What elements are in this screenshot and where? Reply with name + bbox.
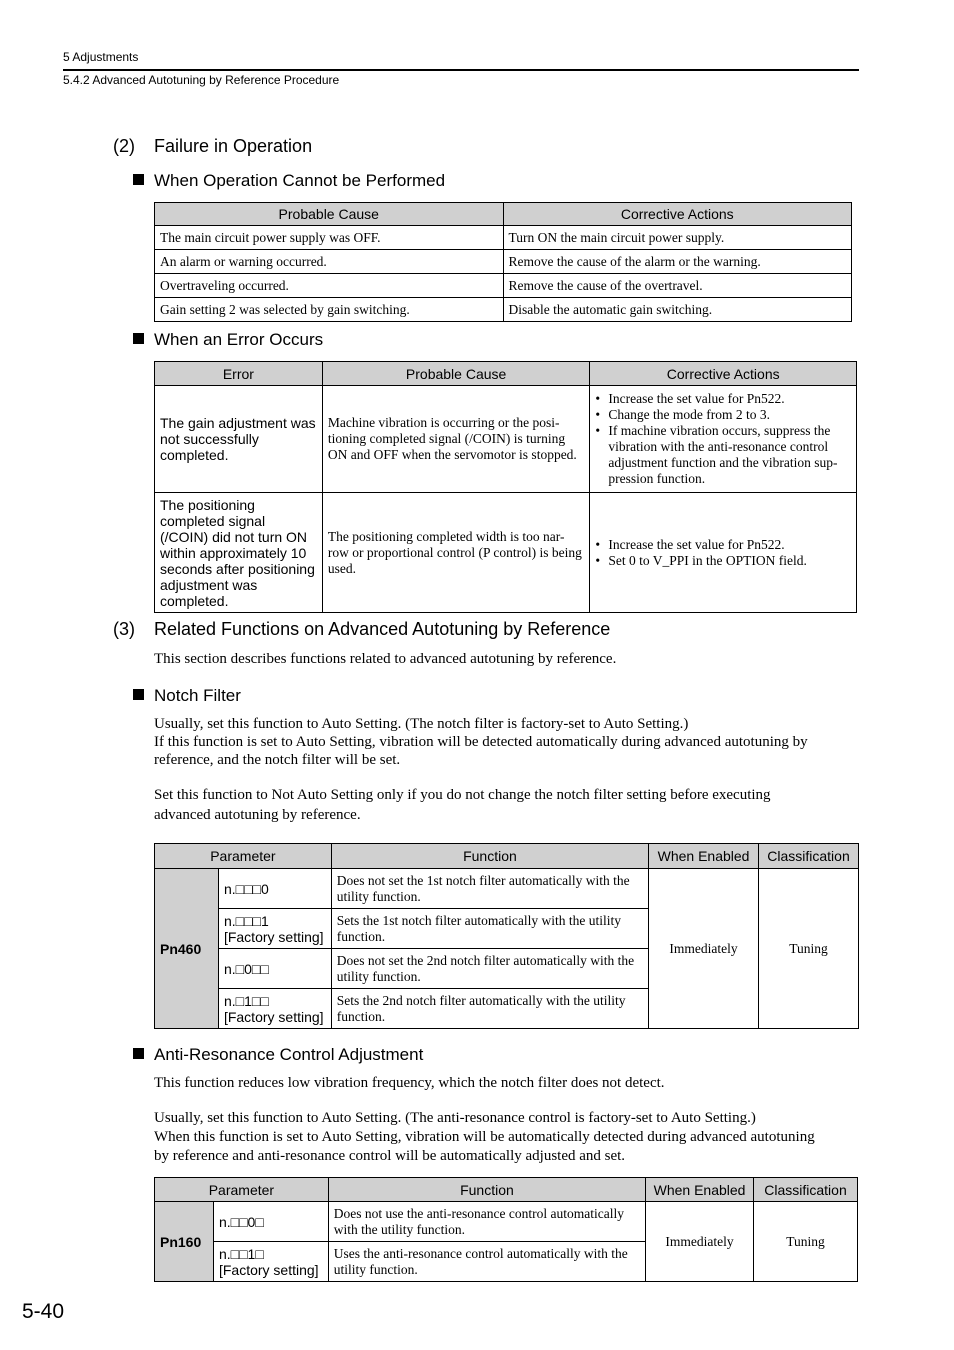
error-cell: The gain adjustment was not successfully completed.	[155, 386, 323, 493]
table-cell: Disable the automatic gain switching.	[503, 298, 852, 322]
subsection-error-occurs	[133, 330, 323, 350]
table-cell: The main circuit power supply was OFF.	[155, 226, 504, 250]
subsection-title: Anti-Resonance Control Adjustment	[154, 1045, 424, 1064]
function-cell: Sets the 1st notch filter automatically with the utility function.	[331, 909, 648, 949]
text-line: advanced autotuning by reference.	[154, 807, 361, 823]
text-line: Usually, set this function to Auto Setting. (The notch filter is factory-set to Auto Setting.)	[154, 716, 689, 732]
subsection-title: Notch Filter	[154, 686, 241, 705]
table-cell: Remove the cause of the overtravel.	[503, 274, 852, 298]
setting-value: n.□0□□	[223, 960, 269, 977]
setting-cell	[218, 909, 331, 949]
section-2-title: Failure in Operation	[154, 136, 313, 156]
section-2-number: (2)	[113, 136, 135, 156]
column-header: Error	[155, 362, 323, 386]
error-cell: The positioning completed signal (/COIN) did not turn ON within approximately 10 seconds after positioning adjustment was completed.	[155, 493, 323, 613]
column-header: When Enabled	[646, 1178, 754, 1202]
operation-cannot-be-performed-table	[154, 202, 852, 322]
header-rule	[63, 69, 859, 71]
column-header: Probable Cause	[322, 362, 590, 386]
parameter-number: Pn160	[155, 1202, 214, 1282]
subsection-title: When Operation Cannot be Performed	[154, 171, 446, 190]
cause-cell: The positioning completed width is too nar-row or proportional control (P control) is being used.	[322, 493, 590, 613]
column-header: Corrective Actions	[590, 362, 857, 386]
table-header-row	[155, 844, 859, 869]
text-line: If this function is set to Auto Setting, vibration will be detected automatically during advanced autotuning by	[154, 734, 808, 750]
column-header: Function	[331, 844, 648, 869]
notch-paragraph-1	[154, 715, 859, 769]
actions-cell	[590, 493, 857, 613]
table-cell: Turn ON the main circuit power supply.	[503, 226, 852, 250]
classification-cell: Tuning	[759, 869, 859, 1029]
square-bullet-icon	[133, 1048, 144, 1059]
actions-cell	[590, 386, 857, 493]
section-3-heading	[113, 619, 610, 640]
subsection-title: When an Error Occurs	[154, 330, 324, 349]
subsection-notch-filter	[133, 686, 241, 706]
setting-cell	[218, 989, 331, 1029]
anti-resonance-paragraph-2	[154, 1109, 859, 1166]
notch-filter-parameter-table	[154, 843, 859, 1029]
subsection-operation-cannot-be-performed	[133, 171, 445, 191]
factory-setting-label: [Factory setting]	[218, 1261, 319, 1278]
factory-setting-label: [Factory setting]	[223, 928, 324, 945]
function-cell: Sets the 2nd notch filter automatically with the utility function.	[331, 989, 648, 1029]
notch-paragraph-2	[154, 785, 859, 825]
section-3-number: (3)	[113, 619, 135, 639]
text-line: Set this function to Not Auto Setting only if you do not change the notch filter setting before executing	[154, 787, 771, 803]
running-header-chapter: 5 Adjustments	[63, 50, 139, 64]
anti-resonance-parameter-table	[154, 1177, 858, 1282]
column-header: When Enabled	[649, 844, 759, 869]
square-bullet-icon	[133, 689, 144, 700]
table-cell: Gain setting 2 was selected by gain switching.	[155, 298, 504, 322]
list-item: • Set 0 to V_PPI in the OPTION field.	[595, 553, 851, 569]
text-line: Usually, set this function to Auto Setting. (The anti-resonance control is factory-set to Auto Setting.)	[154, 1110, 756, 1126]
square-bullet-icon	[133, 174, 144, 185]
table-row	[155, 386, 857, 493]
list-item: • If machine vibration occurs, suppress the vibration with the anti-resonance control adjustment function and the vibration sup-pression function.	[595, 423, 851, 487]
setting-cell	[213, 1202, 328, 1242]
table-header-row	[155, 203, 852, 226]
table-cell: Overtraveling occurred.	[155, 274, 504, 298]
table-header-row	[155, 362, 857, 386]
error-occurs-table	[154, 361, 857, 613]
column-header: Function	[328, 1178, 645, 1202]
column-header: Probable Cause	[155, 203, 504, 226]
column-header: Classification	[759, 844, 859, 869]
when-enabled-cell: Immediately	[649, 869, 759, 1029]
section-3-intro: This section describes functions related to advanced autotuning by reference.	[154, 651, 617, 667]
table-row	[155, 298, 852, 322]
setting-cell	[218, 949, 331, 989]
table-row	[155, 250, 852, 274]
list-item: • Increase the set value for Pn522.	[595, 391, 851, 407]
anti-resonance-paragraph-1: This function reduces low vibration frequency, which the notch filter does not detect.	[154, 1075, 665, 1091]
square-bullet-icon	[133, 333, 144, 344]
column-header: Corrective Actions	[503, 203, 852, 226]
table-row	[155, 274, 852, 298]
table-cell: Remove the cause of the alarm or the warning.	[503, 250, 852, 274]
table-row	[155, 1202, 858, 1242]
section-2-heading	[113, 136, 312, 157]
column-header: Parameter	[155, 844, 332, 869]
list-item: • Increase the set value for Pn522.	[595, 537, 851, 553]
setting-value: n.□□0□	[218, 1213, 264, 1230]
function-cell: Does not set the 1st notch filter automatically with the utility function.	[331, 869, 648, 909]
section-3-title: Related Functions on Advanced Autotuning by Reference	[154, 619, 611, 639]
text-line: When this function is set to Auto Setting, vibration will be automatically detected during advanced autotuning	[154, 1129, 815, 1145]
column-header: Parameter	[155, 1178, 329, 1202]
setting-value: n.□□□0	[223, 880, 269, 897]
running-header-section: 5.4.2 Advanced Autotuning by Reference Procedure	[63, 73, 340, 87]
when-enabled-cell: Immediately	[646, 1202, 754, 1282]
function-cell: Does not use the anti-resonance control automatically with the utility function.	[328, 1202, 645, 1242]
setting-cell	[213, 1242, 328, 1282]
classification-cell: Tuning	[754, 1202, 858, 1282]
subsection-anti-resonance	[133, 1045, 423, 1065]
text-line: reference, and the notch filter will be set.	[154, 752, 401, 768]
text-line: by reference and anti-resonance control will be automatically adjusted and set.	[154, 1148, 626, 1164]
table-cell: An alarm or warning occurred.	[155, 250, 504, 274]
setting-value: n.□1□□	[223, 992, 269, 1009]
page-number: 5-40	[22, 1300, 65, 1323]
setting-value: n.□□□1	[223, 912, 269, 929]
function-cell: Uses the anti-resonance control automatically with the utility function.	[328, 1242, 645, 1282]
parameter-number: Pn460	[155, 869, 219, 1029]
table-header-row	[155, 1178, 858, 1202]
table-row	[155, 493, 857, 613]
column-header: Classification	[754, 1178, 858, 1202]
table-row	[155, 869, 859, 909]
table-row	[155, 226, 852, 250]
function-cell: Does not set the 2nd notch filter automatically with the utility function.	[331, 949, 648, 989]
setting-value: n.□□1□	[218, 1245, 264, 1262]
setting-cell	[218, 869, 331, 909]
cause-cell: Machine vibration is occurring or the posi-tioning completed signal (/COIN) is turning ON and OFF when the servomotor is stopped.	[322, 386, 590, 493]
factory-setting-label: [Factory setting]	[223, 1008, 324, 1025]
list-item: • Change the mode from 2 to 3.	[595, 407, 851, 423]
